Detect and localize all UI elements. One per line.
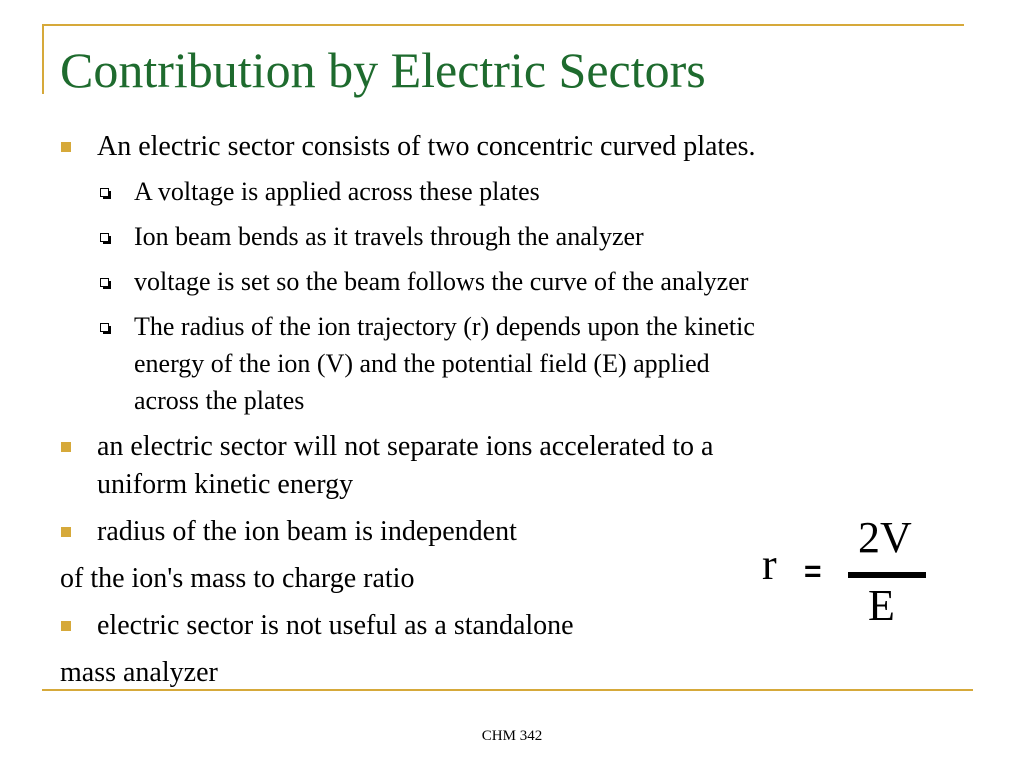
bullet-item <box>97 128 756 166</box>
sub-bullet-continuation <box>134 383 304 419</box>
filled-square-icon <box>61 621 71 631</box>
bullet-text: radius of the ion beam is independent <box>97 516 517 547</box>
plain-text-line: mass analyzer <box>60 657 218 688</box>
hollow-shadow-square-icon <box>100 188 109 197</box>
filled-square-icon <box>61 442 71 452</box>
sub-bullet-text: Ion beam bends as it travels through the analyzer <box>134 222 644 251</box>
slide-footer: CHM 342 <box>481 728 543 744</box>
sub-bullet-item <box>134 264 748 300</box>
filled-square-icon <box>61 527 71 537</box>
formula-equals: = <box>804 555 822 588</box>
formula-numerator: 2V <box>858 513 912 562</box>
bullet-item <box>97 513 517 551</box>
bullet-item <box>97 428 713 466</box>
bullet-continuation <box>97 466 353 504</box>
hollow-shadow-square-icon <box>100 233 109 242</box>
bullet-text: electric sector is not useful as a standalone <box>97 610 574 641</box>
plain-text-line: of the ion's mass to charge ratio <box>60 563 415 594</box>
sub-bullet-item <box>134 219 644 255</box>
sub-bullet-item <box>134 309 755 345</box>
filled-square-icon <box>61 142 71 152</box>
hollow-shadow-square-icon <box>100 323 109 332</box>
top-border-rule <box>42 24 964 26</box>
bottom-border-rule <box>42 689 973 691</box>
bullet-text: An electric sector consists of two concentric curved plates. <box>97 131 756 162</box>
sub-bullet-text: The radius of the ion trajectory (r) depends upon the kinetic <box>134 312 755 341</box>
bullet-item <box>97 607 574 645</box>
fraction-bar <box>848 572 926 578</box>
left-border-rule <box>42 24 44 94</box>
formula-denominator: E <box>868 581 895 630</box>
sub-bullet-item <box>134 174 540 210</box>
sub-bullet-continuation <box>134 346 710 382</box>
slide-title: Contribution by Electric Sectors <box>60 42 706 98</box>
sub-bullet-text: voltage is set so the beam follows the curve of the analyzer <box>134 267 749 296</box>
sub-bullet-text: across the plates <box>134 386 305 415</box>
sub-bullet-text: A voltage is applied across these plates <box>134 177 540 206</box>
bullet-text: uniform kinetic energy <box>97 469 354 500</box>
formula-lhs: r <box>762 540 777 589</box>
sub-bullet-text: energy of the ion (V) and the potential field (E) applied <box>134 349 710 378</box>
bullet-text: an electric sector will not separate ions accelerated to a <box>97 431 714 462</box>
hollow-shadow-square-icon <box>100 278 109 287</box>
